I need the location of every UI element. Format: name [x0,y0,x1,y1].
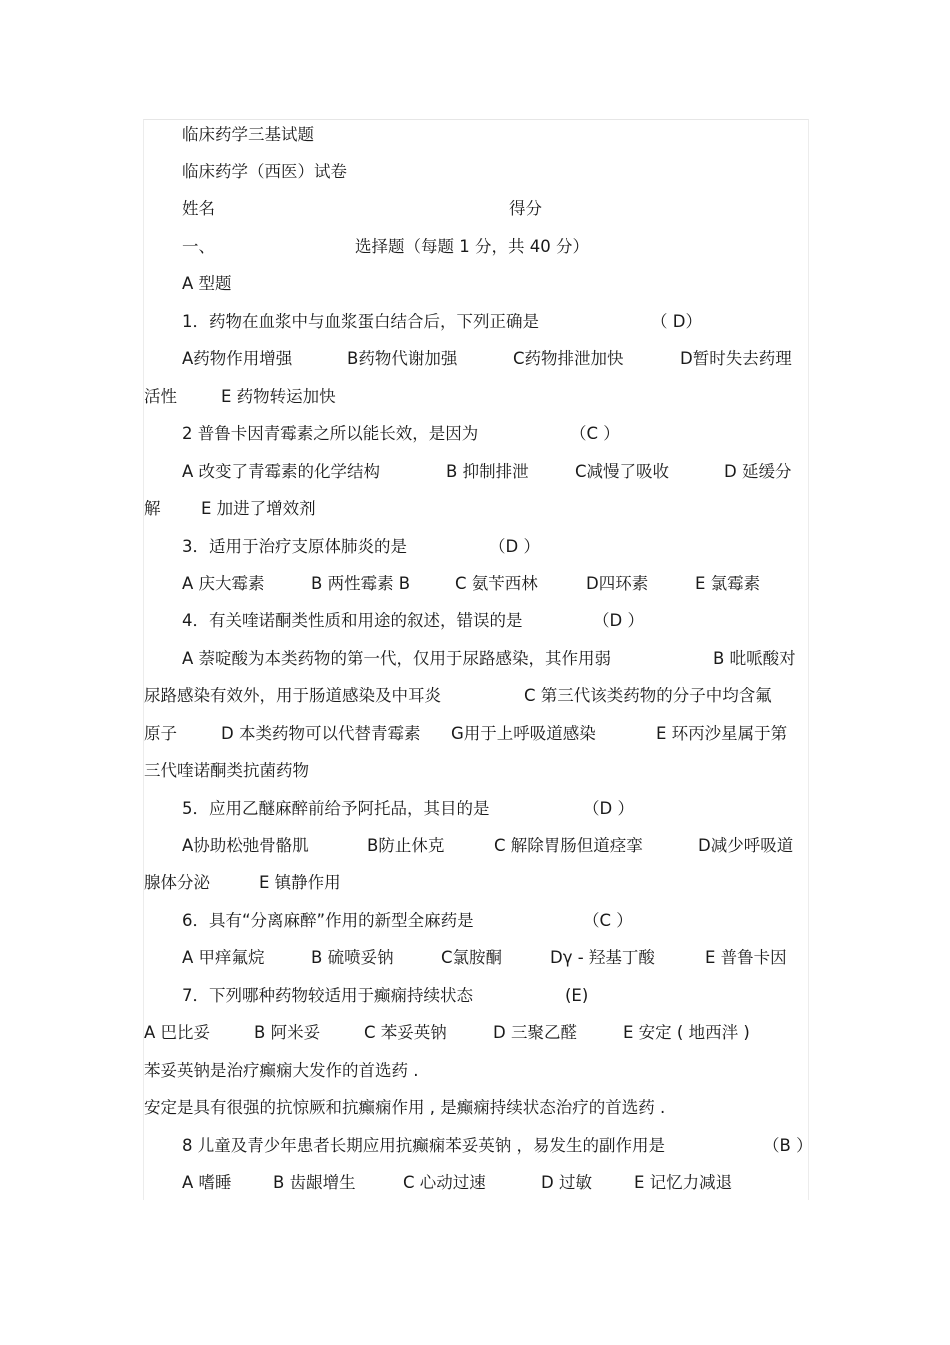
question-stem: 7．下列哪种药物较适用于癫痫持续状态 [182,986,473,1005]
answer: （ D） [651,312,702,331]
option: D 三聚乙醛 [493,1023,577,1042]
option: C药物排泄加快 [513,349,624,368]
option: A 嗜睡 [182,1173,232,1192]
option: D减少呼吸道 [698,836,794,855]
option: B 阿米妥 [254,1023,321,1042]
score-label: 得分 [509,199,542,218]
option: E 药物转运加快 [221,387,336,406]
section-title: 选择题（每题 1 分，共 40 分） [355,237,589,256]
question-stem: 4．有关喹诺酮类性质和用途的叙述，错误的是 [182,611,523,630]
option: 三代喹诺酮类抗菌药物 [144,761,309,780]
option: 腺体分泌 [144,873,210,892]
question-stem: 3．适用于治疗支原体肺炎的是 [182,537,407,556]
option: B 抑制排泄 [446,462,529,481]
answer: （D ） [583,799,634,818]
question-stem: 8 儿童及青少年患者长期应用抗癫痫苯妥英钠 ，易发生的副作用是 [182,1136,665,1155]
section-number: 一、 [182,237,215,256]
answer: （B ） [763,1136,813,1155]
answer: （D ） [593,611,644,630]
option: C氯胺酮 [441,948,503,967]
option: C 第三代该类药物的分子中均含氟 [524,686,772,705]
answer: （C ） [583,911,633,930]
option: 活性 [144,387,177,406]
option: E 环丙沙星属于第 [656,724,788,743]
option: 尿路感染有效外，用于肠道感染及中耳炎 [144,686,441,705]
option: B药物代谢加强 [347,349,458,368]
question-stem: 2 普鲁卡因青霉素之所以能长效，是因为 [182,424,479,443]
option: E 普鲁卡因 [705,948,787,967]
option: C减慢了吸收 [575,462,670,481]
option: B 硫喷妥钠 [311,948,394,967]
option: D 过敏 [541,1173,592,1192]
option: D 延缓分 [724,462,792,481]
option: E 加进了增效剂 [201,499,316,518]
option: D 本类药物可以代替青霉素 [221,724,421,743]
option: A 萘啶酸为本类药物的第一代，仅用于尿路感染，其作用弱 [182,649,612,668]
option: Dγ - 羟基丁酸 [550,948,655,967]
option: A药物作用增强 [182,349,293,368]
name-label: 姓名 [182,199,215,218]
option: A 甲痒氟烷 [182,948,265,967]
question-stem: 5．应用乙醚麻醉前给予阿托品，其目的是 [182,799,490,818]
option: B 两性霉素 B [311,574,411,593]
answer: (E) [565,986,589,1005]
answer: （D ） [489,537,540,556]
option: E 安定 ( 地西泮 ) [623,1023,750,1042]
option: 原子 [144,724,177,743]
option: C 氨苄西林 [455,574,538,593]
option: B 齿龈增生 [273,1173,356,1192]
option: E 记忆力减退 [634,1173,733,1192]
option: D暂时失去药理 [680,349,792,368]
option: C 心动过速 [403,1173,486,1192]
option: G用于上呼吸道感染 [451,724,596,743]
question-stem: 6．具有“分离麻醉”作用的新型全麻药是 [182,911,474,930]
question-stem: 1．药物在血浆中与血浆蛋白结合后，下列正确是 [182,312,539,331]
option: E 镇静作用 [259,873,341,892]
option: E 氯霉素 [695,574,761,593]
option: A 庆大霉素 [182,574,265,593]
option: A 改变了青霉素的化学结构 [182,462,381,481]
option: C 解除胃肠但道痉挛 [494,836,643,855]
answer: （C ） [570,424,620,443]
option: B防止休克 [367,836,445,855]
option: C 苯妥英钠 [364,1023,447,1042]
option: B 吡哌酸对 [713,649,796,668]
option: 解 [144,499,161,518]
option: D四环素 [586,574,649,593]
option: A 巴比妥 [144,1023,211,1042]
option: A协助松弛骨骼肌 [182,836,309,855]
